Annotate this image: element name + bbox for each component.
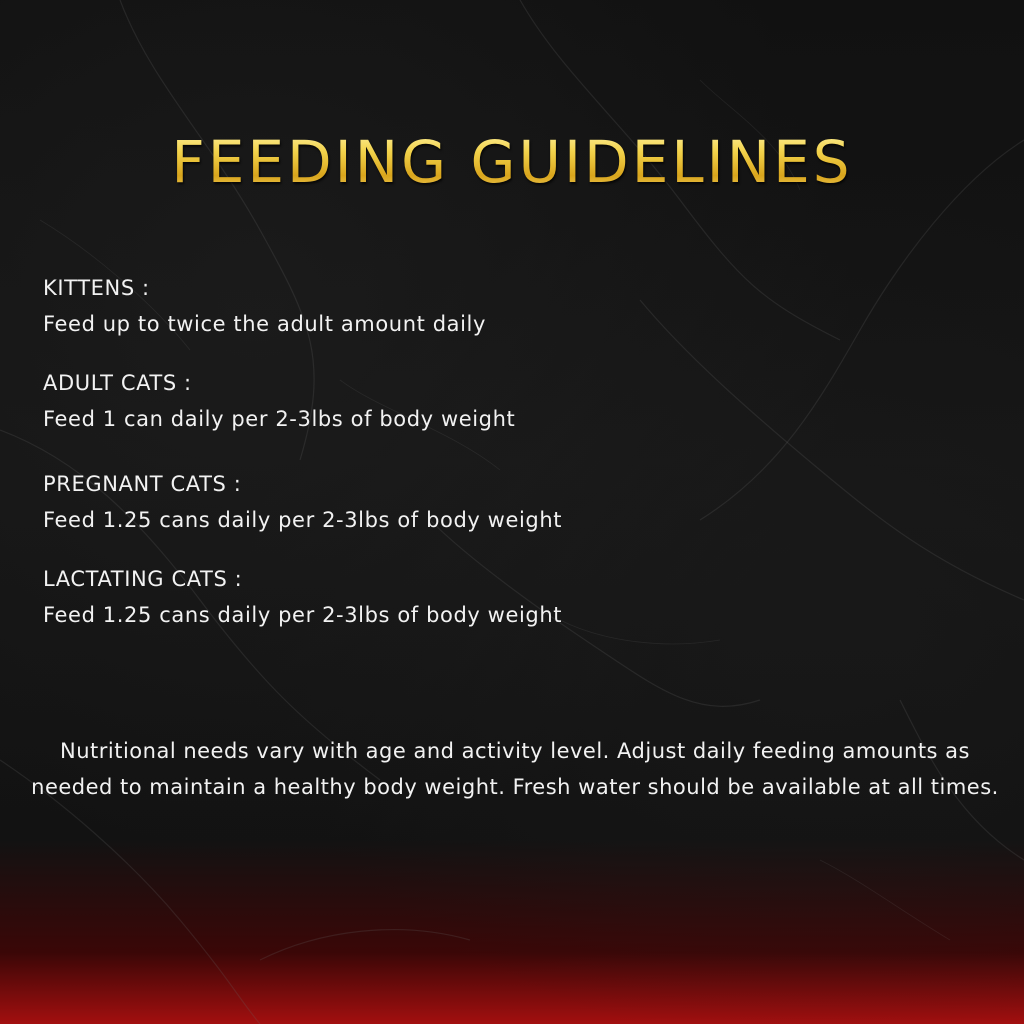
lactating-cats-section bbox=[43, 561, 943, 633]
section-text: Feed 1 can daily per 2-3lbs of body weight bbox=[43, 407, 516, 431]
section-text: Feed 1.25 cans daily per 2-3lbs of body weight bbox=[43, 508, 563, 532]
adult-cats-section bbox=[43, 365, 943, 437]
pregnant-cats-section bbox=[43, 466, 943, 538]
nutrition-note: Nutritional needs vary with age and activity level. Adjust daily feeding amounts as needed to maintain a healthy body weight. Fresh water should be available at all times. bbox=[31, 739, 999, 799]
section-label: PREGNANT CATS : bbox=[43, 472, 242, 496]
section-text: Feed up to twice the adult amount daily bbox=[43, 312, 487, 336]
kittens-section bbox=[43, 270, 943, 342]
section-label: ADULT CATS : bbox=[43, 371, 192, 395]
section-label: KITTENS : bbox=[43, 276, 150, 300]
section-text: Feed 1.25 cans daily per 2-3lbs of body weight bbox=[43, 603, 563, 627]
page-title: FEEDING GUIDELINES bbox=[0, 128, 1024, 196]
section-label: LACTATING CATS : bbox=[43, 567, 243, 591]
